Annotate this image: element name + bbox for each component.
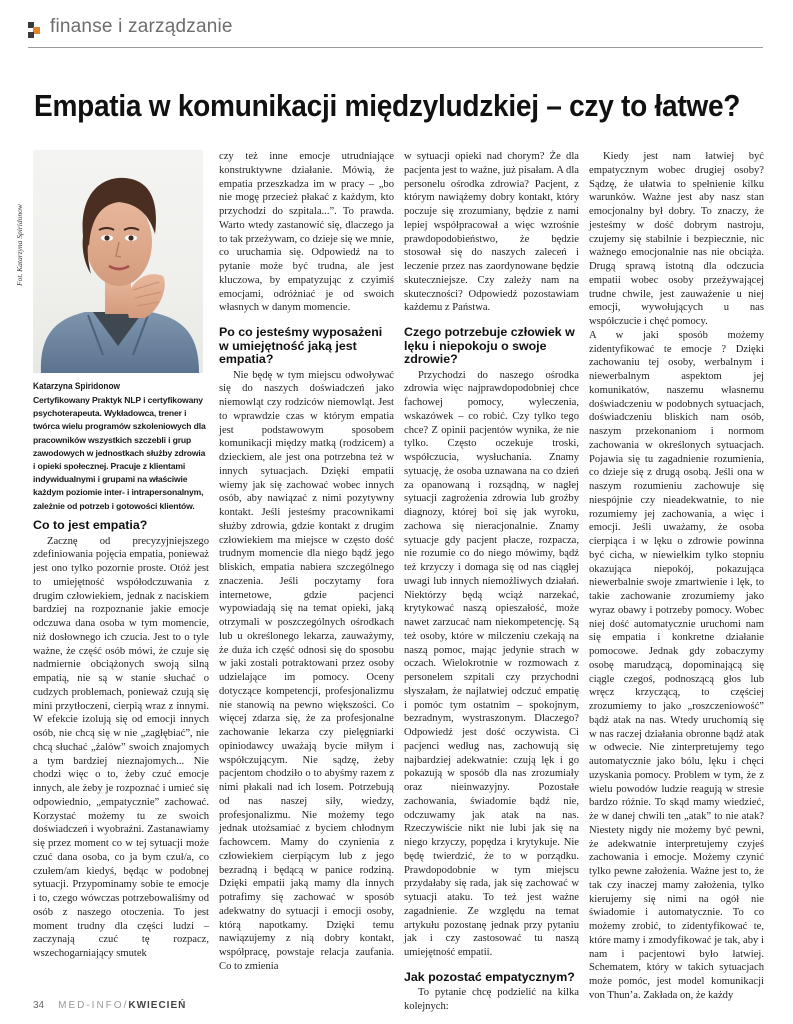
issue-month: KWIECIEŃ — [128, 1000, 187, 1011]
article-column-2 — [219, 150, 394, 974]
article-column-4 — [589, 150, 764, 1003]
paragraph: Zacznę od precyzyjniejszego zdefiniowania pojęcia empatia, ponieważ jest ono tylko pozornie proste. Otóż jest to umiejętność współodczuwania z drugim człowiekiem, jednak z naciskiem bardziej na rozpoznanie jakie emocje odczuwa dana osoba w tym momencie, niż dosłownego ich czucia. Jest to o tyle ważne, że część osób mówi, że czuje się nadmiernie obciążonych swoją silną empatią, nie są w stanie słuchać o cudzych problemach, ponieważ czują się mini przytłoczeni, cierpią wraz z innymi. W efekcie izolują się od emocji innych osób, nie chcą się w nie „zagłębiać”, nie chcą słuchać „żalów” swoich znajomych a tym bardziej nieznajomych... Nie chodzi więc o to, żeby czuć emocje innych, ale żeby je rozpoznać i umieć się odpowiednio, „empatycznie” zachować. Korzystać możemy tu ze swoich doświadczeń i wyobraźni. Zastanawiamy się przez moment co w tej sytuacji może czuć dana osoba, co ja bym czuł/a, co czułem/am kiedyś, będąc w podobnej sytuacji. Przypominamy sobie te emocje i to, czego wówczas potrzebowaliśmy od osób z naszego otoczenia. To jest moment trudny dla części ludzi – zaczynają czuć tę rozpacz, wszechogarniający smutek — [33, 535, 209, 959]
article-title: Empatia w komunikacji międzyludzkiej – czy to łatwe? — [34, 88, 741, 123]
author-photo — [33, 150, 203, 373]
section-logo-icon — [28, 22, 44, 38]
paragraph: Przychodzi do naszego ośrodka zdrowia więc najprawdopodobniej chce fachowej pomocy, wyleczenia, wskazówek – co robić. Czy tylko tego chce? Z opinii pacjentów wynika, że nie tylko. Często oczekuje troski, współczucia, wysłuchania. Znamy sytuację, że osoba uznawana na co dzień za opanowaną i rozsądną, w nagłej sytuacji zagrożenia zdrowia lub groźby diagnozy, której boi się jak wyroku, zachowa się nieracjonalnie. Znamy sytuacje gdy pacjent płacze, rozpacza, nie rozumie co do niego mówimy, bądź też krzyczy i domaga się od nas ciągłej uwagi lub innych niemożliwych działań. Niektórzy będą wciąż narzekać, krytykować naszą opieszałość, może nawet zarzucać nam niekompetencję. Są też osoby, które w milczeniu czekają na naszą pomoc, mając jedynie strach w oczach. Wielokrotnie w rozmowach z personelem szpitali czy przychodni słyszałam, że najlatwiej odczuć empatię i pomóc tym ostatnim – spokojnym, bezradnym, wystraszonym. Dlaczego? Odpowiedź jest dość oczywista. Ci pacjenci według nas, zachowują się najbardziej adekwatnie: czują lęk i go pokazują w sposób dla nas zrozumiały oraz nieinwazyjny. Pozostałe zachowania, świadomie bądź nie, odczuwamy jak atak na nas. Rzeczywiście nikt nie lubi jak się na niego krzyczy, popędza i krytykuje. Nie będę twierdzić, że to w porządku. Prawdopodobnie w tym miejscu przydałaby się rada, jak się zachować w sytuacji ataku. To też jest ważne zagadnienie. Ze względu na temat artykułu pozostanę jednak przy pytaniu jak i czy zastosować tu naszą umiejętność empatii. — [404, 369, 579, 958]
paragraph: To pytanie chcę podzielić na kilka kolejnych: — [404, 987, 579, 1012]
header-divider — [28, 47, 763, 48]
section-label: finanse i zarządzanie — [50, 16, 233, 37]
paragraph: A w jaki sposób możemy zidentyfikować te emocje ? Dzięki zachowaniu tej osoby, werbalnym i niewerbalnym aspektom jej komunikatów, naszemu własnemu doświadczeniu w podobnych sytuacjach, doświadczeniu bliskich nam osób, naszym przekonaniom i normom zachowania w określonych sytuacjach. Pojawia się tu zagadnienie rozumienia, co dzieje się z drugą osobą. Jeśli ona w naszym rozumieniu zachowuje się niespójnie czy nieadekwatnie, to nie rozumiemy jej zachowania, a więc i emocji. Jeśli uważamy, że osoba cierpiąca i w lęku o zdrowie powinna być cicha, w niewielkim tylko stopniu okazująca niepokój, pokazująca niewerbalnie swoje zmartwienie i lęk, to takie zachowanie zrozumiemy jako wyraz obawy i potrzeby pomocy. Wobec niej dość automatycznie uruchomi nam się empatia i konkretne działanie pomocowe. Jednak gdy zobaczymy osobę marudzącą, dopominającą się ciągle czegoś, podnoszącą głos lub wręcz krzyczącą, to częściej zrozumiemy to jako „roszczeniowość” bądź atak na nas. Wtedy uruchomią się w nas raczej działania obronne bądź atak w odwecie. Nie zinterpretujemy tego automatycznie jako bólu, lęku i chęci uzyskania pomocy. Problem w tym, że z wielu powodów ludzie reagują w stresie bardzo różnie. To skąd mamy wiedzieć, że w danej chwili ten „atak” to nie atak? Niestety nigdy nie możemy być pewni, że adekwatnie interpretujemy czyjeś zachowania i emocje. Możemy czynić tylko pewne założenia. Ważne jest to, że tak czy inaczej mamy założenia, tylko kierujemy się nimi na ogół nie świadomie i automatycznie. To co możemy zrobić, to zidentyfikować te, które mamy i zmodyfikować je tak, aby i nam i pacjentowi było łatwiej. Schematem, który w takich sytuacjach może pomóc, jest model komunikacji von Thun’a. Zakłada on, że każdy — [589, 329, 764, 1001]
subheading-what-patient-needs: Czego potrzebuje człowiek w lęku i niepokoju o swoje zdrowie? — [404, 325, 575, 366]
paragraph: w sytuacji opieki nad chorym? Że dla pacjenta jest to ważne, już pisałam. A dla personelu ośrodka zdrowia? Pacjent, z którym nawiążemy dobry kontakt, który poczuje się zrozumiany, będzie z nami lepiej współpracował a więc wzrośnie prawdopodobieństwo, że będzie stosował się do naszych zaleceń i leczenie przez nas zaordynowane będzie skuteczniejsze. Czy zależy nam na skuteczności? Odpowiedź pozostawiam każdemu z Państwa. — [404, 151, 579, 314]
article-column-3 — [404, 150, 579, 1014]
author-info — [33, 380, 209, 513]
subheading-why-empathy: Po co jesteśmy wyposażeni w umiejętność jaką jest empatia? — [219, 325, 383, 366]
section-header — [28, 14, 763, 50]
author-bio: Certyfikowany Praktyk NLP i certyfikowany psychoterapeuta. Wykładowca, trener i twórca wielu programów szkoleniowych dla pracowników wszystkich szczebli i grup zawodowych w jednostkach służby zdrowia i opieki społecznej. Pracuje z klientami indywidualnymi i grupami na właściwie każdym poziomie inter- i intrapersonalnym, zależnie od potrzeb i gotowości klientów. — [33, 395, 206, 511]
subheading-what-is-empathy: Co to jest empatia? — [33, 518, 148, 532]
article-column-1 — [33, 519, 209, 961]
paragraph: Nie będę w tym miejscu odwoływać się do naszych doświadczeń jako niemowląt czy rodziców niemowląt. Jest to wprawdzie czas w którym empatia jest podstawowym sposobem komunikacji między matką (rodzicem) a dzieckiem, ale jest ona potrzebna też w innych sytuacjach. Dzięki empatii wiemy jak się zachować wobec innych osób, aby nawiązać z nimi pozytywny kontakt. Jeśli jesteśmy pracownikami służby zdrowia, gdzie kontakt z drugim człowiekiem ma miejsce w często dość trudnym momencie dla niego bądź jego bliskich, empatia nabiera szczególnego znaczenia. Jeśli poczytamy fora internetowe, gdzie pacjenci wypowiadają się na temat opieki, jaką otrzymali w poszczególnych ośrodkach lub u określonego lekarza, zauważymy, że duża ich część odnosi się do sposobu w jaki zostali potraktowani przez osoby udzielające im pomocy. Oceny dotyczące kompetencji, profesjonalizmu nie stanowią na pewno większości. Co więcej zdarza się, że za profesjonalne zachowanie lekarza czy pielęgniarki opiniodawcy uważają bycie miłym i współczującym. Nie sądzę, żeby pacjentom chodziło o to abyśmy razem z nimi płakali nad ich losem. Potrzebują od nas naszej siły, wiedzy, profesjonalizmu. Nie możemy tego jednak utożsamiać z byciem chłodnym fachowcem. Mamy do czynienia z człowiekiem cierpiącym lub z jego bezradną i będącą w panice rodziną. Dzięki empatii jaką mamy dla innych potrafimy się zachować w sposób adekwatny do sytuacji i emocji osoby, którą napotkamy. Dzięki temu nawiązujemy z nią dobry kontakt, współpracę, powstaje relacja zaufania. Co to zmienia — [219, 369, 394, 972]
paragraph: czy też inne emocje utrudniające konstruktywne działanie. Mówią, że empatia przeszkadza im w pracy – „bo nie mogę przecież płakać z każdym, kto przychodzi do szpitala...”. To prawda. Warto wtedy zastanowić się, dlaczego ja to tak przeżywam, co dzieje się we mnie, co uruchamia się. Odpowiedź na to pytanie może być trudna, ale jest kluczowa, by empatyzując z czyimiś emocjami, odróżniać je od swoich własnych w danym momencie. — [219, 151, 394, 314]
paragraph: Kiedy jest nam łatwiej być empatycznym wobec drugiej osoby? Sądzę, że ułatwia to spełnienie kilku warunków. Ważne jest aby nasz stan emocjonalny był dobry. To znaczy, że jesteśmy w dość dobrym nastroju, czujemy się stabilnie i bezpiecznie, nic ważnego emocjonalnie nas nie obciąża. Drugą sprawą istotną dla odczucia empatii wobec osoby przeżywającej trudne chwile, jest zauważenie u niej emocji, wywołujących u nas współczucie i chęć pomocy. — [589, 151, 764, 327]
magazine-name: MED-INFO/ — [58, 1000, 129, 1011]
page-footer — [33, 1000, 186, 1011]
subheading-how-to-stay-empathetic: Jak pozostać empatycznym? — [404, 969, 575, 984]
author-name: Katarzyna Spiridonow — [33, 381, 120, 391]
page-number: 34 — [33, 1000, 45, 1011]
photo-credit: Fot. Katarzyna Spiridonow — [15, 204, 24, 286]
